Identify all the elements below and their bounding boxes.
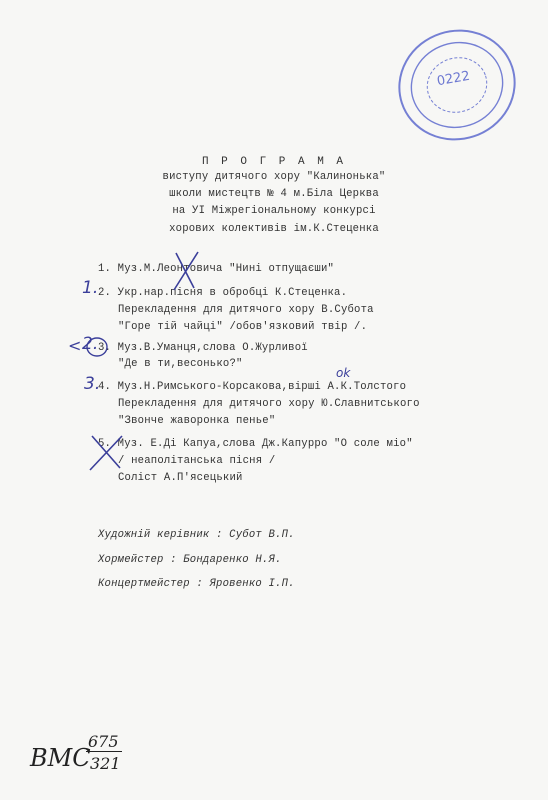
handwritten-number-1: 1.: [82, 278, 99, 298]
header-line-3: на УІ Міжрегіональному конкурсі: [172, 205, 376, 217]
circle-mark: [87, 338, 107, 356]
fraction-line: [86, 751, 122, 752]
program-item-3-line-2: "Де в ти,весонько?": [118, 358, 243, 370]
doc-title: П Р О Г Р А М А: [201, 156, 347, 168]
archive-prefix: ВМС: [30, 744, 91, 772]
program-item-1: 1. Муз.М.Леонтовича "Нині отпущаєши": [98, 263, 335, 275]
program-item-4-line-2: Перекладення для дитячого хору Ю.Славнитського: [118, 398, 420, 410]
program-item-2-line-2: Перекладення для дитячого хору В.Субота: [118, 304, 374, 316]
program-item-4: 4. Муз.Н.Римського-Корсакова,вірші А.К.Толстого: [98, 381, 407, 393]
handwritten-bracket: <: [68, 336, 82, 355]
stamp-number: 0222: [435, 68, 472, 90]
program-item-4-line-3: "Звонче жаворонка пенье": [118, 415, 276, 427]
program-item-5-line-3: Соліст А.П'ясецький: [118, 472, 243, 484]
cross-out-mark-1: [174, 252, 198, 290]
program-item-5: 5. Муз. Е.Ді Капуа,слова Дж.Капурро "О соле міо": [98, 438, 413, 450]
header-line-1: виступу дитячого хору "Калинонька": [162, 171, 386, 183]
cross-out-mark-5: [90, 436, 122, 470]
program-item-2: 2. Укр.нар.пісня в обробці К.Стеценка.: [98, 287, 348, 299]
program-item-5-line-2: / неаполітанська пісня /: [118, 455, 276, 467]
handwritten-ok-mark: ok: [336, 366, 351, 380]
handwritten-number-2: 2.: [82, 334, 99, 354]
staff-accompanist: Концертмейстер : Яровенко І.П.: [98, 578, 295, 590]
archive-number-top: 675: [88, 732, 119, 751]
handwritten-number-3: 3.: [84, 374, 101, 394]
header-line-2: школи мистецтв № 4 м.Біла Церква: [169, 188, 379, 200]
header-line-4: хорових колективів ім.К.Стеценка: [169, 223, 379, 235]
program-item-3: 3. Муз.В.Уманця,слова О.Журливої: [98, 342, 308, 354]
program-item-2-line-3: "Горе тій чайці" /обов'язковий твір /.: [118, 321, 368, 333]
staff-choirmaster: Хормейстер : Бондаренко Н.Я.: [98, 554, 282, 566]
staff-artistic-director: Художній керівник : Субот В.П.: [98, 529, 295, 541]
archive-number-bottom: 321: [90, 754, 121, 773]
